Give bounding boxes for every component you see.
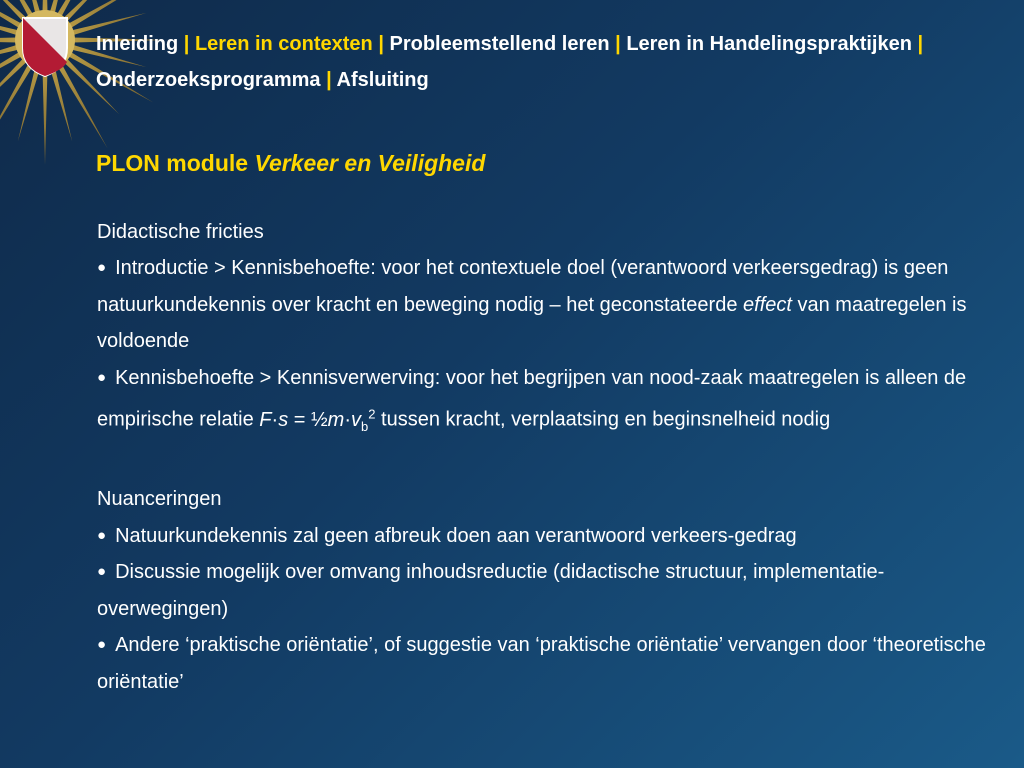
bullet-text: Discussie mogelijk over omvang inhoudsreductie (didactische structuur, implementatie-overwegingen) <box>97 561 885 620</box>
logo-ray <box>42 68 47 165</box>
nav-separator: | <box>378 33 384 55</box>
bullet-text-italic: effect <box>743 293 792 316</box>
slide-title-italic: Verkeer en Veiligheid <box>254 150 486 176</box>
bullet-text: van maatregelen is voldoende <box>97 293 967 353</box>
bullet-icon: ● <box>97 636 107 654</box>
logo-ray <box>0 37 17 42</box>
breadcrumb-nav <box>96 26 996 98</box>
bullet-icon: ● <box>97 563 107 581</box>
bullet-text: Andere ‘praktische oriëntatie’, of suggestie van ‘praktische oriëntatie’ vervangen door ‘theoretische oriëntatie’ <box>97 634 986 693</box>
nav-separator: | <box>917 33 924 55</box>
formula: $F\cdot s = \frac{1}{2}m\cdot v_b^2$ <box>259 406 376 434</box>
section-heading: Nuanceringen <box>97 488 222 511</box>
bullet-text: tussen kracht, verplaatsing en beginsnelheid nodig <box>381 408 831 431</box>
nav-item-onderzoeksprogramma[interactable]: Onderzoeksprogramma <box>96 69 321 91</box>
slide-body <box>97 214 997 700</box>
nav-item-leren-in-contexten[interactable]: Leren in contexten <box>194 33 373 55</box>
nav-separator: | <box>615 33 621 55</box>
nav-item-probleemstellend-leren[interactable]: Probleemstellend leren <box>389 33 610 55</box>
section-heading: Didactische fricties <box>97 221 264 243</box>
bullet-icon: ● <box>97 368 107 386</box>
bullet-item <box>97 250 997 359</box>
nav-separator: | <box>326 69 332 91</box>
bullet-item <box>97 554 997 627</box>
nav-item-leren-in-handelingspraktijken[interactable]: Leren in Handelingspraktijken <box>626 33 912 55</box>
bullet-item <box>97 360 997 445</box>
bullet-text: Natuurkundekennis zal geen afbreuk doen aan verantwoord verkeers-gedrag <box>115 524 797 547</box>
slide-title <box>96 150 485 177</box>
bullet-icon: ● <box>97 526 107 544</box>
bullet-item <box>97 627 997 700</box>
bullet-icon: ● <box>97 259 107 277</box>
bullet-text: Kennisbehoefte > Kennisverwerving: voor het begrijpen van nood-zaak maatregelen is alleen de empirische relatie <box>97 366 967 431</box>
nav-separator: | <box>183 33 190 55</box>
logo-ray <box>0 58 27 114</box>
nav-item-inleiding[interactable]: Inleiding <box>96 33 179 55</box>
logo-ray <box>0 52 22 103</box>
bullet-text: Introductie > Kennisbehoefte: voor het contextuele doel (verantwoord verkeersgedrag) is geen natuurkundekennis over kracht en beweging nodig – het geconstateerde <box>97 257 949 316</box>
nav-item-afsluiting[interactable]: Afsluiting <box>336 69 429 91</box>
bullet-item <box>97 518 997 554</box>
slide-title-prefix: PLON module <box>96 150 249 176</box>
